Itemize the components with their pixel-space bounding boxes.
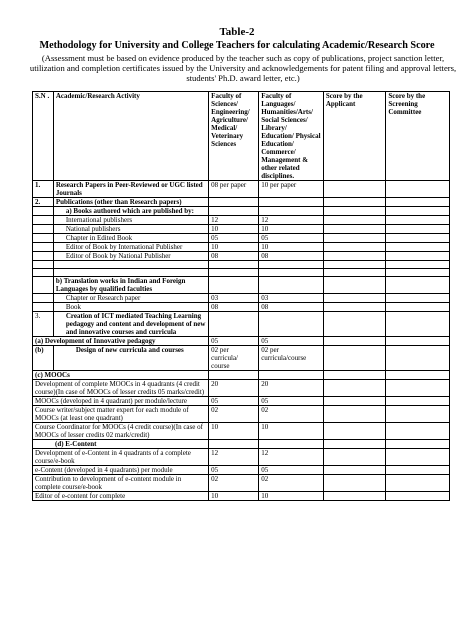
header-sciences: Faculty of Sciences/ Engineering/ Agriculture/ Medical/ Veterinary Sciences [209, 92, 259, 181]
row-lang: 03 [259, 294, 324, 303]
row-sn: 1. [33, 181, 54, 198]
row-activity: Chapter in Edited Book [53, 234, 208, 243]
row-lang: 02 per curricula/course [259, 346, 324, 371]
row-lang: 02 [259, 406, 324, 423]
row-activity: Editor of Book by National Publisher [53, 252, 208, 261]
assessment-note: (Assessment must be based on evidence produced by the teacher such as copy of publications, project sanction letter, utilization and completion certificates issued by the University and acknowledgements for patent filing and approval letters, students' Ph.D. award letter, etc.) [29, 53, 457, 83]
table-row [33, 440, 450, 449]
row-activity: Book [53, 303, 208, 312]
header-sn: S.N . [33, 92, 54, 181]
row-label: (b) [33, 346, 54, 371]
table-row [33, 312, 450, 337]
row-activity: Course writer/subject matter expert for each module of MOOCs (at least one quadrant) [33, 406, 209, 423]
table-row [33, 234, 450, 243]
row-activity: (a) Development of Innovative pedagogy [33, 337, 209, 346]
header-row [33, 92, 450, 181]
row-sci: 10 [209, 423, 259, 440]
table-row [33, 397, 450, 406]
table-row [33, 252, 450, 261]
row-lang: 08 [259, 303, 324, 312]
row-lang: 05 [259, 234, 324, 243]
row-activity: e-Content (developed in 4 quadrants) per module [33, 466, 209, 475]
row-lang: 10 [259, 492, 324, 501]
main-title: Methodology for University and College Teachers for calculating Academic/Research Score [39, 40, 435, 51]
row-activity: Development of complete MOOCs in 4 quadrants (4 credit course)(In case of MOOCs of lesser credits 05 marks/credit) [33, 380, 209, 397]
row-activity: Course Coordinator for MOOCs (4 credit course)(In case of MOOCs of lesser credits 02 mark/credit) [33, 423, 209, 440]
table-row [33, 346, 450, 371]
row-lang: 05 [259, 466, 324, 475]
row-sci: 20 [209, 380, 259, 397]
row-activity: Development of e-Content in 4 quadrants of a complete course/e-book [33, 449, 209, 466]
row-committee [386, 181, 450, 198]
table-row [33, 198, 450, 207]
row-lang: 12 [259, 449, 324, 466]
row-activity: Editor of Book by International Publisher [53, 243, 208, 252]
row-activity: b) Translation works in Indian and Foreign Languages by qualified faculties [53, 277, 208, 294]
row-sci: 08 [209, 252, 259, 261]
table-row [33, 423, 450, 440]
row-activity: Editor of e-content for complete [33, 492, 209, 501]
row-activity: Design of new curricula and courses [53, 346, 208, 371]
row-activity: Research Papers in Peer-Reviewed or UGC listed Journals [53, 181, 208, 198]
row-sci: 10 [209, 243, 259, 252]
row-lang: 10 [259, 225, 324, 234]
row-lang: 10 [259, 243, 324, 252]
table-row [33, 466, 450, 475]
table-row [33, 492, 450, 501]
row-sci: 08 [209, 303, 259, 312]
header-languages: Faculty of Languages/ Humanities/Arts/ Social Sciences/ Library/ Education/ Physical Education/ Commerce/ Management & other related disciplines. [259, 92, 324, 181]
table-row [33, 406, 450, 423]
table-row [33, 225, 450, 234]
row-lang: 05 [259, 337, 324, 346]
row-activity: (d) E-Content [33, 440, 209, 449]
header-applicant: Score by the Applicant [323, 92, 386, 181]
row-activity: Creation of ICT mediated Teaching Learning pedagogy and content and development of new and innovative courses and curricula [53, 312, 208, 337]
row-activity: Chapter or Research paper [53, 294, 208, 303]
row-activity: Contribution to development of e-content module in complete course/e-book [33, 475, 209, 492]
header-activity: Academic/Research Activity [53, 92, 208, 181]
row-applicant [323, 181, 386, 198]
table-row-empty [33, 261, 450, 269]
row-sci: 05 [209, 397, 259, 406]
row-activity: MOOCs (developed in 4 quadrant) per module/lecture [33, 397, 209, 406]
table-title: Table-2 [219, 26, 255, 38]
table-row [33, 207, 450, 216]
row-activity: a) Books authored which are published by: [53, 207, 208, 216]
row-lang: 05 [259, 397, 324, 406]
table-row [33, 380, 450, 397]
row-sn: 3. [33, 312, 54, 337]
row-sci: 05 [209, 234, 259, 243]
table-row [33, 303, 450, 312]
row-sci: 12 [209, 216, 259, 225]
header-committee: Score by the Screening Committee [386, 92, 450, 181]
methodology-table [32, 91, 450, 501]
table-row [33, 216, 450, 225]
row-sci: 12 [209, 449, 259, 466]
row-sci: 05 [209, 466, 259, 475]
row-sci: 03 [209, 294, 259, 303]
table-row [33, 243, 450, 252]
row-lang: 08 [259, 252, 324, 261]
row-sci: 02 [209, 406, 259, 423]
table-row [33, 449, 450, 466]
row-lang: 12 [259, 216, 324, 225]
table-row [33, 294, 450, 303]
row-sci: 08 per paper [209, 181, 259, 198]
row-sn: 2. [33, 198, 54, 207]
row-lang: 10 [259, 423, 324, 440]
table-row [33, 371, 450, 380]
table-row [33, 337, 450, 346]
row-sci: 02 per curricula/ course [209, 346, 259, 371]
row-lang: 10 per paper [259, 181, 324, 198]
row-activity: National publishers [53, 225, 208, 234]
row-sci: 02 [209, 475, 259, 492]
table-row-empty [33, 269, 450, 277]
row-activity: International publishers [53, 216, 208, 225]
row-sci: 05 [209, 337, 259, 346]
row-sci: 10 [209, 225, 259, 234]
table-row [33, 475, 450, 492]
table-row [33, 277, 450, 294]
row-activity: (c) MOOCs [33, 371, 209, 380]
row-activity: Publications (other than Research papers) [53, 198, 208, 207]
row-sci: 10 [209, 492, 259, 501]
table-row [33, 181, 450, 198]
row-lang: 02 [259, 475, 324, 492]
row-lang: 20 [259, 380, 324, 397]
